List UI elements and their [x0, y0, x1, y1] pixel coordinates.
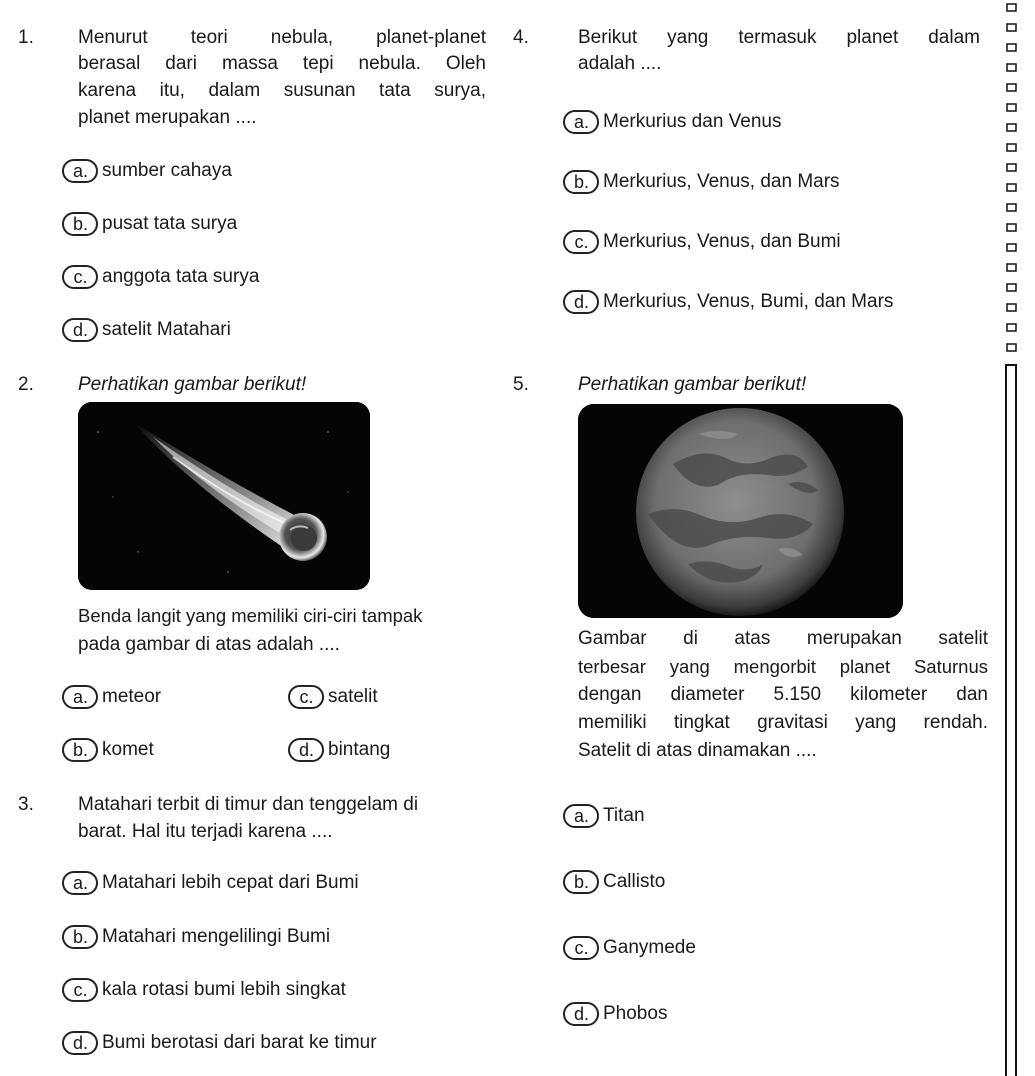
- option-letter: b.: [62, 738, 98, 762]
- option-a[interactable]: [563, 108, 782, 136]
- option-text: Bumi berotasi dari barat ke timur: [102, 1032, 377, 1053]
- option-c[interactable]: [563, 228, 841, 256]
- binding-holes: [1002, 0, 1022, 360]
- option-letter: c.: [62, 265, 98, 289]
- question-number: 4.: [513, 27, 529, 48]
- option-c[interactable]: [62, 976, 346, 1004]
- option-text: Callisto: [603, 871, 666, 892]
- option-text: kala rotasi bumi lebih singkat: [102, 979, 346, 1000]
- option-text: Ganymede: [603, 937, 696, 958]
- option-d[interactable]: [563, 288, 893, 316]
- option-letter: d.: [563, 290, 599, 314]
- question-prompt: Perhatikan gambar berikut!: [578, 374, 807, 395]
- option-text: Merkurius, Venus, dan Mars: [603, 171, 840, 192]
- option-text: bintang: [328, 739, 391, 760]
- option-text: anggota tata surya: [102, 266, 260, 287]
- option-letter: c.: [563, 230, 599, 254]
- question-text-line: barat. Hal itu terjadi karena ....: [78, 821, 333, 842]
- question-text-line: planet merupakan ....: [78, 107, 257, 128]
- question-number: 5.: [513, 374, 529, 395]
- titan-illustration: [578, 404, 903, 618]
- option-text: pusat tata surya: [102, 213, 238, 234]
- option-b[interactable]: [563, 168, 840, 196]
- question-text-line: Benda langit yang memiliki ciri-ciri tampak: [78, 605, 423, 626]
- binding-strip: [1005, 364, 1017, 1076]
- option-text: meteor: [102, 686, 162, 707]
- option-b[interactable]: [62, 736, 154, 764]
- option-d[interactable]: [563, 1000, 667, 1028]
- option-a[interactable]: [62, 157, 232, 185]
- option-letter: c.: [288, 685, 324, 709]
- option-c[interactable]: [288, 683, 378, 711]
- question-text-line: memiliki tingkat gravitasi yang rendah.: [578, 712, 988, 733]
- question-text-line: karena itu, dalam susunan tata surya,: [78, 80, 486, 101]
- question-text-line: dengan diameter 5.150 kilometer dan: [578, 684, 988, 705]
- option-text: sumber cahaya: [102, 160, 232, 181]
- comet-illustration: [78, 402, 370, 590]
- option-c[interactable]: [62, 263, 259, 291]
- option-letter: a.: [563, 804, 599, 828]
- question-text-line: berasal dari massa tepi nebula. Oleh: [78, 53, 486, 74]
- option-letter: c.: [62, 978, 98, 1002]
- question-text-line: Matahari terbit di timur dan tenggelam di: [78, 794, 419, 815]
- option-b[interactable]: [563, 868, 665, 896]
- option-b[interactable]: [62, 923, 330, 951]
- option-letter: d.: [288, 738, 324, 762]
- option-text: satelit Matahari: [102, 319, 231, 340]
- option-text: Phobos: [603, 1003, 668, 1024]
- question-text-line: adalah ....: [578, 53, 662, 74]
- question-text-line: Menurut teori nebula, planet-planet: [78, 27, 486, 48]
- option-text: Titan: [603, 805, 645, 826]
- option-letter: d.: [62, 1031, 98, 1055]
- option-letter: d.: [563, 1002, 599, 1026]
- option-letter: b.: [62, 925, 98, 949]
- option-text: satelit: [328, 686, 378, 707]
- option-text: Matahari lebih cepat dari Bumi: [102, 872, 359, 893]
- option-d[interactable]: [288, 736, 390, 764]
- option-c[interactable]: [563, 934, 696, 962]
- option-letter: c.: [563, 936, 599, 960]
- option-b[interactable]: [62, 210, 237, 238]
- option-d[interactable]: [62, 316, 231, 344]
- option-text: Matahari mengelilingi Bumi: [102, 926, 331, 947]
- question-number: 3.: [18, 794, 34, 815]
- question-text-line: Satelit di atas dinamakan ....: [578, 740, 817, 761]
- option-text: Merkurius, Venus, dan Bumi: [603, 231, 841, 252]
- option-d[interactable]: [62, 1029, 377, 1057]
- question-prompt: Perhatikan gambar berikut!: [78, 374, 307, 395]
- option-letter: d.: [62, 318, 98, 342]
- option-text: Merkurius dan Venus: [603, 111, 782, 132]
- option-letter: a.: [62, 685, 98, 709]
- question-text-line: terbesar yang mengorbit planet Saturnus: [578, 656, 988, 677]
- option-a[interactable]: [563, 802, 645, 830]
- option-text: komet: [102, 739, 154, 760]
- question-text-line: pada gambar di atas adalah ....: [78, 634, 340, 655]
- option-a[interactable]: [62, 869, 359, 897]
- comet-image: [78, 402, 370, 590]
- option-letter: b.: [563, 870, 599, 894]
- option-letter: b.: [563, 170, 599, 194]
- option-text: Merkurius, Venus, Bumi, dan Mars: [603, 291, 894, 312]
- question-number: 1.: [18, 27, 34, 48]
- option-letter: a.: [563, 110, 599, 134]
- titan-image: [578, 404, 903, 618]
- option-letter: b.: [62, 212, 98, 236]
- question-text-line: Gambar di atas merupakan satelit: [578, 628, 988, 649]
- option-a[interactable]: [62, 683, 161, 711]
- question-number: 2.: [18, 374, 34, 395]
- question-text-line: Berikut yang termasuk planet dalam: [578, 27, 980, 48]
- option-letter: a.: [62, 871, 98, 895]
- option-letter: a.: [62, 159, 98, 183]
